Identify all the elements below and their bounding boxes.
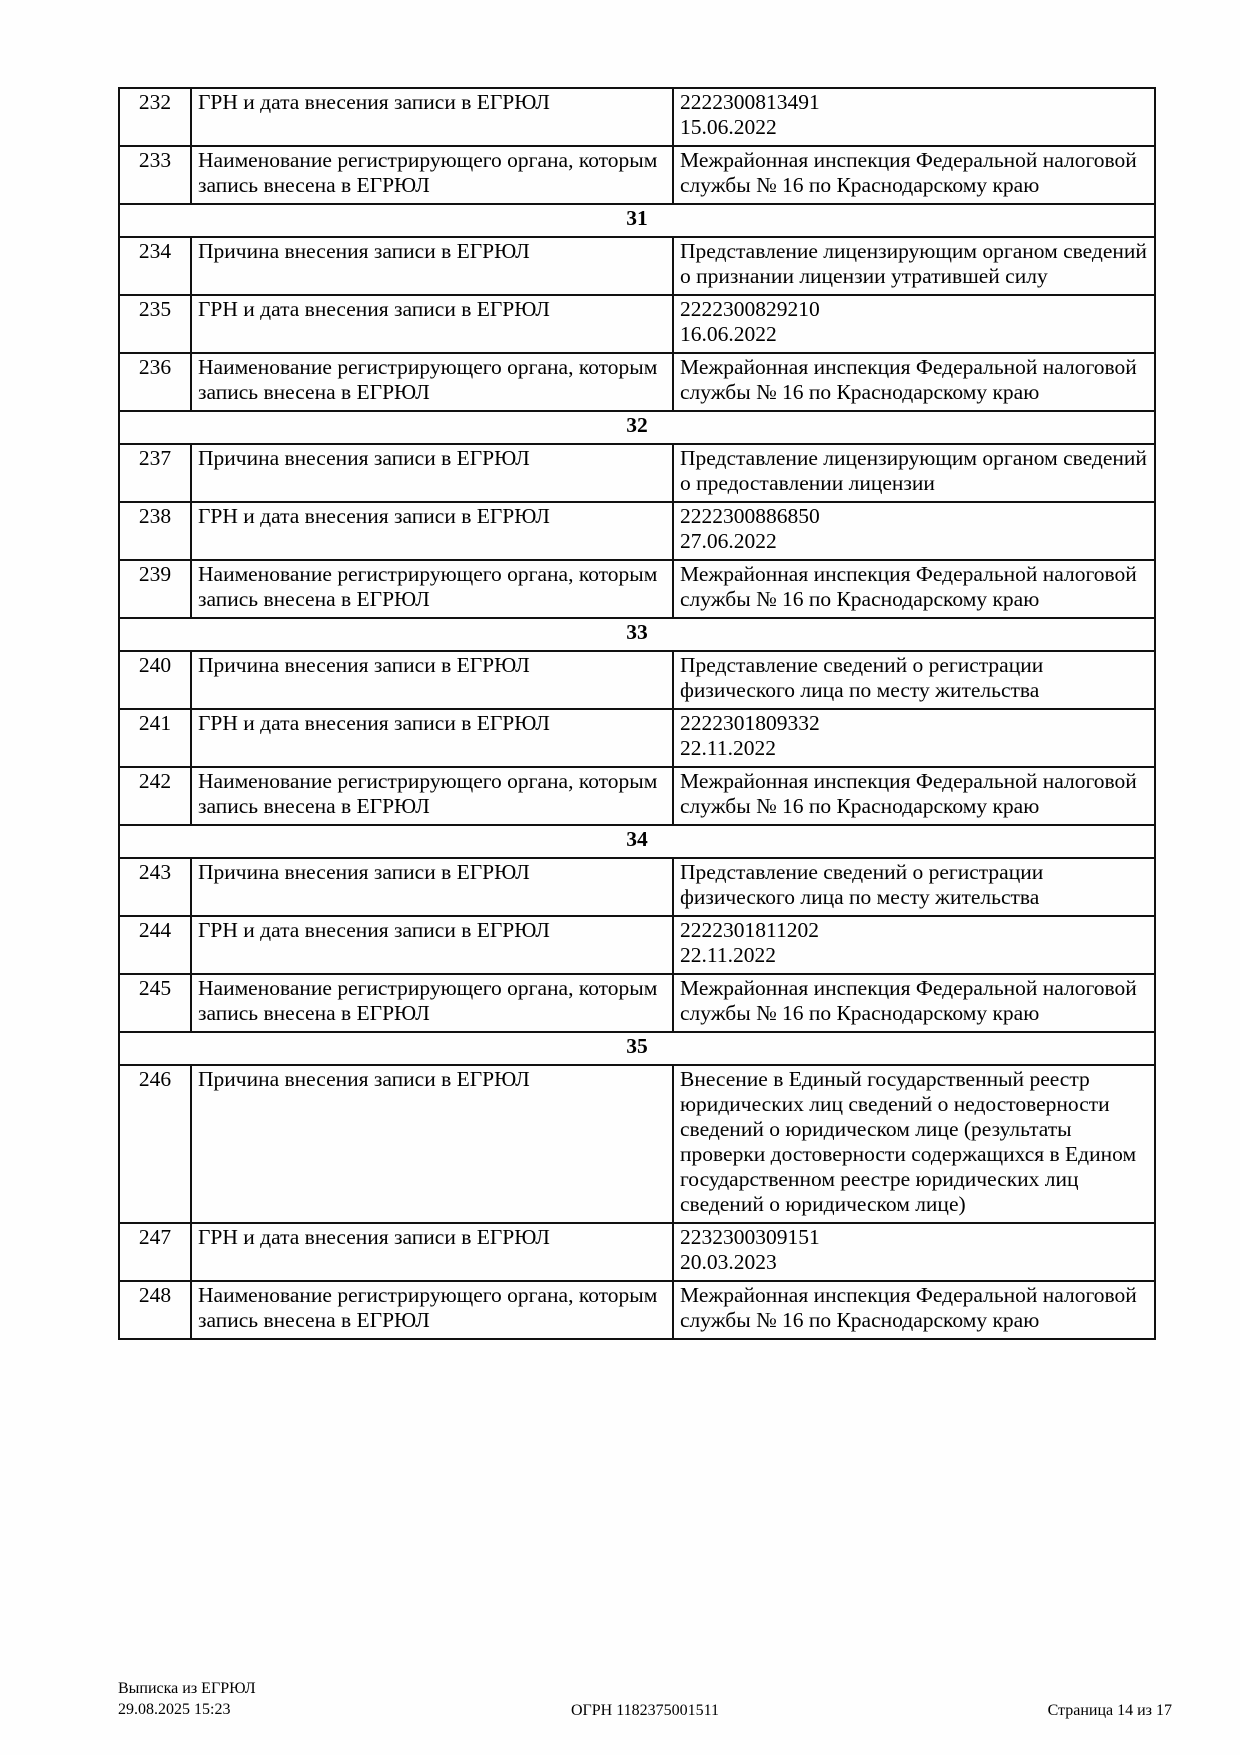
value-line: 22.11.2022 <box>680 736 776 760</box>
row-number: 242 <box>119 767 191 825</box>
row-label: Причина внесения записи в ЕГРЮЛ <box>191 858 673 916</box>
row-number: 237 <box>119 444 191 502</box>
table-row <box>119 444 1155 502</box>
row-value <box>673 767 1155 825</box>
table-row <box>119 146 1155 204</box>
value-line: 2232300309151 <box>680 1225 820 1249</box>
row-label: ГРН и дата внесения записи в ЕГРЮЛ <box>191 709 673 767</box>
row-number: 244 <box>119 916 191 974</box>
row-value <box>673 709 1155 767</box>
row-number: 248 <box>119 1281 191 1339</box>
table-body <box>119 88 1155 1339</box>
footer-ogrn: ОГРН 1182375001511 <box>570 1702 720 1719</box>
section-row <box>119 825 1155 858</box>
table-row <box>119 1065 1155 1223</box>
row-label: Наименование регистрирующего органа, которым запись внесена в ЕГРЮЛ <box>191 560 673 618</box>
value-line: Представление лицензирующим органом сведений о предоставлении лицензии <box>680 446 1147 495</box>
value-line: Межрайонная инспекция Федеральной налоговой службы № 16 по Краснодарскому краю <box>680 148 1137 197</box>
row-number: 233 <box>119 146 191 204</box>
section-row <box>119 618 1155 651</box>
footer-doc-type: Выписка из ЕГРЮЛ <box>118 1680 256 1697</box>
section-row <box>119 204 1155 237</box>
row-label: Наименование регистрирующего органа, которым запись внесена в ЕГРЮЛ <box>191 767 673 825</box>
section-number: 33 <box>119 618 1155 651</box>
table-row <box>119 651 1155 709</box>
value-line: 15.06.2022 <box>680 115 777 139</box>
section-number: 31 <box>119 204 1155 237</box>
value-line: Представление сведений о регистрации физического лица по месту жительства <box>680 653 1044 702</box>
row-label: Наименование регистрирующего органа, которым запись внесена в ЕГРЮЛ <box>191 974 673 1032</box>
section-row <box>119 411 1155 444</box>
row-label: ГРН и дата внесения записи в ЕГРЮЛ <box>191 502 673 560</box>
row-label: ГРН и дата внесения записи в ЕГРЮЛ <box>191 295 673 353</box>
table-row <box>119 353 1155 411</box>
row-value <box>673 237 1155 295</box>
row-label: Причина внесения записи в ЕГРЮЛ <box>191 651 673 709</box>
value-line: Межрайонная инспекция Федеральной налоговой службы № 16 по Краснодарскому краю <box>680 562 1137 611</box>
value-line: Представление лицензирующим органом сведений о признании лицензии утратившей силу <box>680 239 1147 288</box>
value-line: 20.03.2023 <box>680 1250 777 1274</box>
row-value <box>673 295 1155 353</box>
egrul-records-table <box>118 87 1156 1340</box>
row-value <box>673 1223 1155 1281</box>
row-value <box>673 88 1155 146</box>
table-row <box>119 237 1155 295</box>
table-row <box>119 916 1155 974</box>
row-value <box>673 651 1155 709</box>
value-line: Межрайонная инспекция Федеральной налоговой службы № 16 по Краснодарскому краю <box>680 769 1137 818</box>
row-value <box>673 444 1155 502</box>
row-number: 243 <box>119 858 191 916</box>
row-value <box>673 1281 1155 1339</box>
row-number: 235 <box>119 295 191 353</box>
footer-page-number: Страница 14 из 17 <box>1047 1702 1172 1719</box>
row-label: ГРН и дата внесения записи в ЕГРЮЛ <box>191 1223 673 1281</box>
table-row <box>119 1223 1155 1281</box>
row-label: Наименование регистрирующего органа, которым запись внесена в ЕГРЮЛ <box>191 353 673 411</box>
row-number: 232 <box>119 88 191 146</box>
row-number: 241 <box>119 709 191 767</box>
footer-datetime: 29.08.2025 15:23 <box>118 1701 231 1718</box>
row-value <box>673 560 1155 618</box>
row-label: Наименование регистрирующего органа, которым запись внесена в ЕГРЮЛ <box>191 146 673 204</box>
table-row <box>119 502 1155 560</box>
table-row <box>119 709 1155 767</box>
row-number: 246 <box>119 1065 191 1223</box>
table-row <box>119 974 1155 1032</box>
section-number: 34 <box>119 825 1155 858</box>
row-number: 239 <box>119 560 191 618</box>
value-line: Межрайонная инспекция Федеральной налоговой службы № 16 по Краснодарскому краю <box>680 976 1137 1025</box>
table-row <box>119 88 1155 146</box>
row-label: Причина внесения записи в ЕГРЮЛ <box>191 1065 673 1223</box>
value-line: 22.11.2022 <box>680 943 776 967</box>
table-row <box>119 858 1155 916</box>
row-label: Причина внесения записи в ЕГРЮЛ <box>191 444 673 502</box>
row-value <box>673 974 1155 1032</box>
value-line: 2222301811202 <box>680 918 819 942</box>
section-row <box>119 1032 1155 1065</box>
value-line: 27.06.2022 <box>680 529 777 553</box>
table-row <box>119 1281 1155 1339</box>
row-label: ГРН и дата внесения записи в ЕГРЮЛ <box>191 88 673 146</box>
value-line: 2222300813491 <box>680 90 820 114</box>
row-number: 245 <box>119 974 191 1032</box>
value-line: Представление сведений о регистрации физического лица по месту жительства <box>680 860 1044 909</box>
row-value <box>673 353 1155 411</box>
row-number: 240 <box>119 651 191 709</box>
row-number: 238 <box>119 502 191 560</box>
row-value <box>673 502 1155 560</box>
row-label: ГРН и дата внесения записи в ЕГРЮЛ <box>191 916 673 974</box>
value-line: 2222301809332 <box>680 711 820 735</box>
row-value <box>673 1065 1155 1223</box>
row-value <box>673 916 1155 974</box>
value-line: Межрайонная инспекция Федеральной налоговой службы № 16 по Краснодарскому краю <box>680 355 1137 404</box>
row-value <box>673 146 1155 204</box>
table-row <box>119 560 1155 618</box>
row-label: Наименование регистрирующего органа, которым запись внесена в ЕГРЮЛ <box>191 1281 673 1339</box>
table-row <box>119 295 1155 353</box>
value-line: 2222300886850 <box>680 504 820 528</box>
value-line: Внесение в Единый государственный реестр юридических лиц сведений о недостоверности сведений о юридическом лице (результаты проверки достоверности содержащихся в Едином государственном реестре юридических лиц сведений о юридическом лице) <box>680 1067 1137 1216</box>
row-number: 236 <box>119 353 191 411</box>
section-number: 35 <box>119 1032 1155 1065</box>
row-label: Причина внесения записи в ЕГРЮЛ <box>191 237 673 295</box>
value-line: 2222300829210 <box>680 297 820 321</box>
value-line: 16.06.2022 <box>680 322 777 346</box>
row-value <box>673 858 1155 916</box>
section-number: 32 <box>119 411 1155 444</box>
table-row <box>119 767 1155 825</box>
row-number: 247 <box>119 1223 191 1281</box>
value-line: Межрайонная инспекция Федеральной налоговой службы № 16 по Краснодарскому краю <box>680 1283 1137 1332</box>
row-number: 234 <box>119 237 191 295</box>
